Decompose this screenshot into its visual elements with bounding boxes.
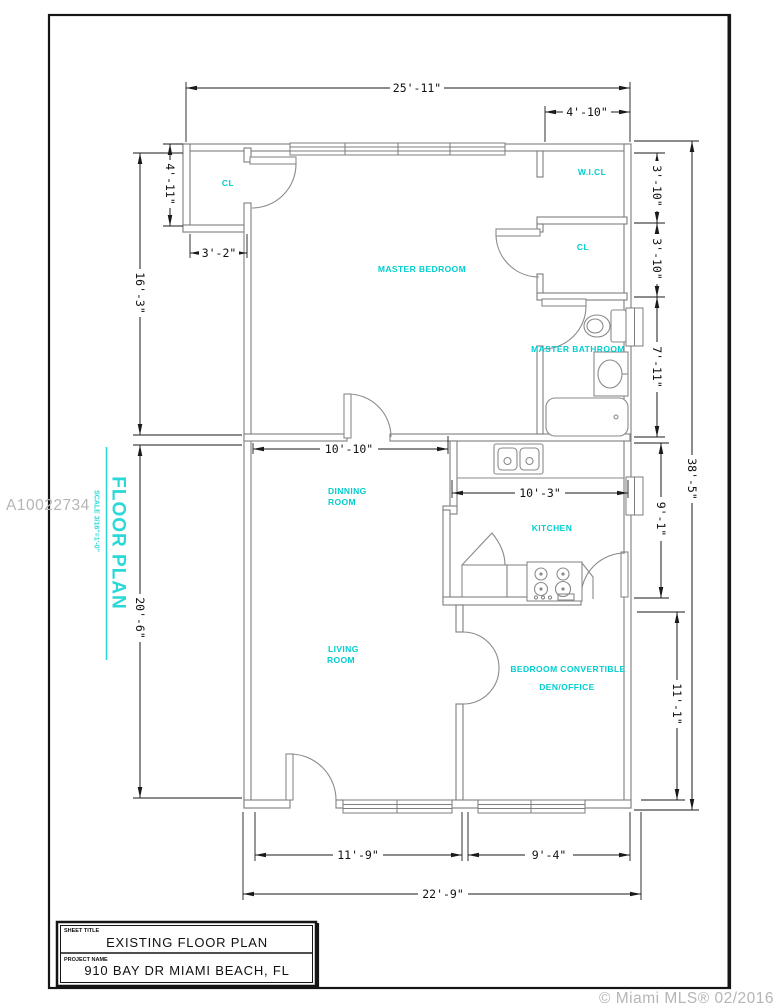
stove <box>527 562 582 601</box>
room-label-closet-entry: CL <box>221 178 235 188</box>
wall-south-4 <box>585 800 631 808</box>
door-closet-entry <box>250 157 296 208</box>
plan-title <box>93 447 129 660</box>
dim-bottom-overall <box>418 887 468 901</box>
window-east-kitchen <box>626 477 643 515</box>
door-kitchen <box>581 552 628 597</box>
wall-kitchen-partition-lower <box>443 510 450 602</box>
dimension-lines <box>140 88 692 894</box>
copyright-text: © Miami MLS® 02/2016 <box>599 990 774 1007</box>
room-label-living-1: LIVING <box>328 644 359 654</box>
room-label-walk-in-closet: W.I.CL <box>577 167 607 177</box>
wall-divider-left <box>244 434 347 441</box>
svg-text:38'-5": 38'-5" <box>685 458 699 500</box>
svg-text:20'-6": 20'-6" <box>133 597 147 639</box>
wall-lr-bedroom-bottom <box>456 704 463 802</box>
svg-text:3'-10": 3'-10" <box>650 238 664 280</box>
window-east-bathroom <box>626 308 643 346</box>
dim-wicl-depth <box>650 161 664 211</box>
wall-kitchen-partition <box>450 441 457 510</box>
watermark-text: A10022734 <box>6 497 90 514</box>
room-label-dinning-1: DINNING <box>328 486 367 496</box>
plan-scale-text: SCALE 3/16"=1'-0" <box>92 490 100 552</box>
svg-text:22'-9": 22'-9" <box>422 887 464 901</box>
window-north-band <box>290 143 505 155</box>
door-entry <box>286 754 336 800</box>
wall-west-main <box>244 203 251 808</box>
dim-bedroom-width <box>525 848 573 862</box>
dim-lower-left <box>133 594 147 642</box>
door-master-bedroom <box>344 394 391 438</box>
dim-kitchen-depth <box>654 497 668 541</box>
room-label-closet-right: CL <box>576 242 590 252</box>
wall-lr-bedroom-top <box>456 605 463 632</box>
svg-text:25'-11": 25'-11" <box>392 81 442 95</box>
room-label-master-bedroom: MASTER BEDROOM <box>377 264 467 274</box>
project-name-label: PROJECT NAME <box>64 957 108 963</box>
svg-text:16'-3": 16'-3" <box>133 272 147 314</box>
svg-text:4'-11": 4'-11" <box>163 163 177 205</box>
bathtub <box>546 398 628 436</box>
project-name-value: 910 BAY DR MIAMI BEACH, FL <box>84 963 290 978</box>
walls <box>183 144 631 808</box>
door-master-bathroom <box>542 299 586 349</box>
room-label-living-2: ROOM <box>327 655 356 665</box>
dim-top-overall <box>390 81 444 95</box>
wall-wicl-cl <box>537 217 627 224</box>
room-label-master-bathroom: MASTER BATHROOM <box>531 344 625 354</box>
door-double-living-bedroom <box>463 632 499 704</box>
dim-dinning-width <box>320 442 378 456</box>
room-label-bedroom-2: DEN/OFFICE <box>539 682 595 692</box>
door-closet-right <box>496 229 540 277</box>
wall-south-3 <box>452 800 478 808</box>
svg-text:4'-10": 4'-10" <box>566 105 608 119</box>
room-label-kitchen: KITCHEN <box>531 523 573 533</box>
dim-bedroom-depth <box>670 680 684 728</box>
room-label-bedroom-1: BEDROOM CONVERTIBLE <box>510 664 626 674</box>
room-label-dinning-2: ROOM <box>328 497 357 507</box>
wall-wicl-west-stub <box>537 151 543 177</box>
corner-cabinet <box>462 533 507 597</box>
sheet-title-label: SHEET TITLE <box>64 928 100 934</box>
svg-text:10'-10": 10'-10" <box>324 442 374 456</box>
svg-text:3'-10": 3'-10" <box>650 165 664 207</box>
wall-bath-west <box>537 346 543 434</box>
svg-text:7'-11": 7'-11" <box>650 346 664 388</box>
dim-kitchen-width <box>515 486 565 500</box>
svg-text:3'-2": 3'-2" <box>201 246 237 260</box>
dim-wicl-width <box>563 105 611 119</box>
svg-text:10'-3": 10'-3" <box>519 486 561 500</box>
svg-text:11'-9": 11'-9" <box>337 848 379 862</box>
svg-text:9'-4": 9'-4" <box>531 848 567 862</box>
dim-cl-depth <box>650 234 664 284</box>
vanity-sink <box>594 352 628 396</box>
title-block <box>57 922 318 987</box>
dim-right-overall <box>685 455 699 503</box>
svg-text:11'-1": 11'-1" <box>670 683 684 725</box>
dim-closet-width <box>199 246 239 260</box>
dimension-labels <box>133 81 699 901</box>
dim-bathroom-depth <box>650 342 664 392</box>
dim-living-width <box>333 848 383 862</box>
window-south-bedroom <box>478 800 585 813</box>
dim-upper-left <box>133 269 147 317</box>
window-south-living <box>343 800 452 813</box>
dim-closet-height <box>163 160 177 208</box>
sheet-title-value: EXISTING FLOOR PLAN <box>106 935 268 950</box>
plan-title-text: FLOOR PLAN <box>107 476 129 610</box>
wall-east-main <box>624 144 631 808</box>
svg-text:9'-1": 9'-1" <box>654 501 668 537</box>
dimension-extension-lines <box>133 82 699 900</box>
wall-closet-west <box>183 144 190 232</box>
kitchen-sink <box>457 444 624 478</box>
wall-south-2 <box>336 800 343 808</box>
wall-south-1 <box>244 800 290 808</box>
wall-closet-south <box>183 225 247 232</box>
toilet <box>584 310 626 342</box>
